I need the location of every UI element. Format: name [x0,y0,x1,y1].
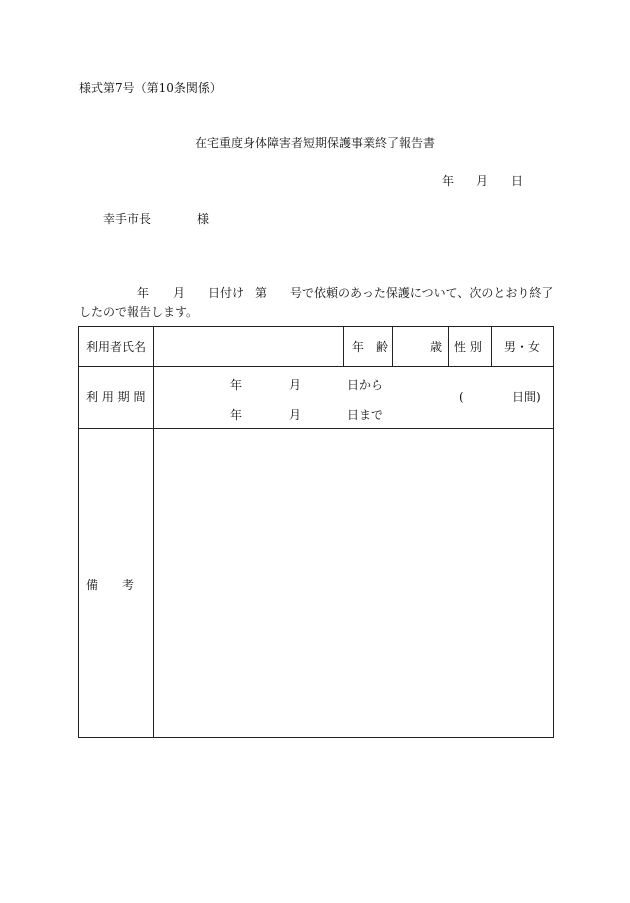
remarks-label-cell [79,429,154,738]
report-table [78,326,554,738]
body-month: 月 [173,286,186,300]
remarks-field[interactable] [154,429,554,738]
period-to-year: 年 [230,408,243,422]
age-unit: 歳 [429,340,442,354]
period-from-year: 年 [230,378,243,392]
period-field[interactable] [154,367,554,429]
period-label: 利 用 期 間 [86,390,146,404]
user-name-field[interactable] [154,327,344,367]
table-row [79,367,554,429]
sex-label: 性 別 [454,340,482,354]
table-row [79,429,554,738]
form-number: 様式第7号（第10条関係） [79,81,222,95]
document-title: 在宅重度身体障害者短期保護事業終了報告書 [194,136,435,150]
age-field[interactable] [393,327,449,367]
period-from-day: 日から [347,378,384,392]
period-to-month: 月 [289,408,302,422]
age-label-cell [344,327,393,367]
period-label-cell [79,367,154,429]
body-text: 号で依頼のあった保護について、次のとおり終了 [290,286,554,300]
report-year-label: 年 [442,174,455,188]
addressee: 幸手市長 [103,212,152,226]
user-name-label: 利用者氏名 [86,340,147,354]
report-month-label: 月 [476,174,489,188]
table-row [79,327,554,367]
age-label: 年 齢 [352,340,389,354]
report-day-label: 日 [511,174,524,188]
sex-options: 男・女 [504,340,541,354]
sex-field[interactable] [492,327,554,367]
period-from-month: 月 [289,378,302,392]
body-dai: 第 [255,286,268,300]
days-count: 日間) [512,390,541,404]
period-to-day: 日まで [347,408,384,422]
body-text-line2: したので報告します。 [79,305,199,319]
body-year: 年 [137,286,150,300]
days-open-paren: ( [459,390,464,404]
remarks-label: 備 考 [86,578,135,592]
body-dated: 日付け [208,286,245,300]
sex-label-cell [449,327,492,367]
honorific: 様 [197,212,210,226]
user-name-label-cell [79,327,154,367]
